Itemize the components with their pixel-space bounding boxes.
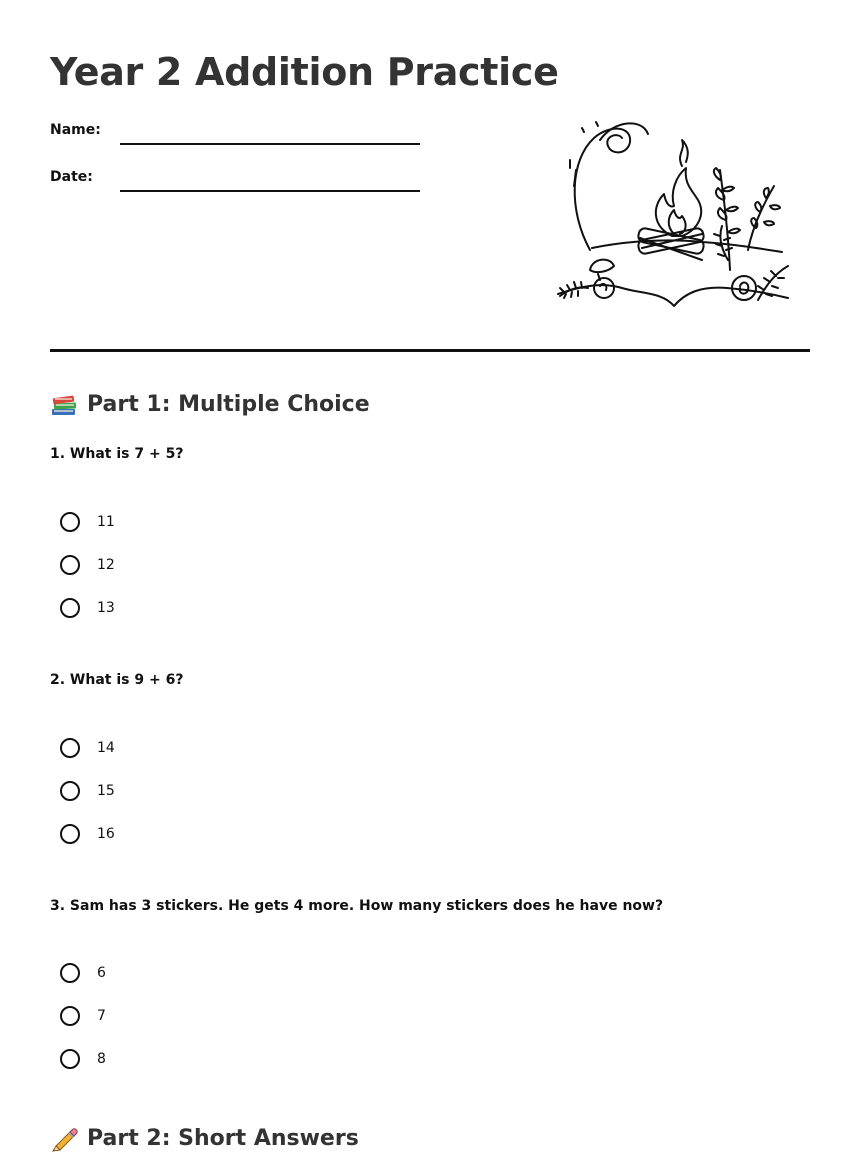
option-label: 15 <box>97 783 115 799</box>
radio-button[interactable] <box>60 781 80 801</box>
option-label: 12 <box>97 557 115 573</box>
q2-option-1[interactable] <box>60 735 115 761</box>
option-label: 16 <box>97 826 115 842</box>
part1-heading <box>50 390 370 418</box>
q2-option-2[interactable] <box>60 778 115 804</box>
radio-button[interactable] <box>60 512 80 532</box>
option-label: 7 <box>97 1008 106 1024</box>
question-1: 1. What is 7 + 5? <box>50 446 184 462</box>
question-2: 2. What is 9 + 6? <box>50 672 184 688</box>
radio-button[interactable] <box>60 824 80 844</box>
q3-option-2[interactable] <box>60 1003 106 1029</box>
radio-button[interactable] <box>60 555 80 575</box>
q1-option-2[interactable] <box>60 552 115 578</box>
question-3: 3. Sam has 3 stickers. He gets 4 more. How many stickers does he have now? <box>50 898 664 914</box>
part2-title: Part 2: Short Answers <box>87 1125 359 1151</box>
option-label: 8 <box>97 1051 106 1067</box>
q1-option-1[interactable] <box>60 509 115 535</box>
name-field[interactable] <box>120 143 420 145</box>
books-icon <box>50 390 78 418</box>
date-field[interactable] <box>120 190 420 192</box>
part1-title: Part 1: Multiple Choice <box>87 391 370 417</box>
option-label: 6 <box>97 965 106 981</box>
radio-button[interactable] <box>60 963 80 983</box>
q3-option-3[interactable] <box>60 1046 106 1072</box>
page-title: Year 2 Addition Practice <box>50 50 559 94</box>
option-label: 13 <box>97 600 115 616</box>
name-label: Name: <box>50 122 101 138</box>
radio-button[interactable] <box>60 738 80 758</box>
q1-option-3[interactable] <box>60 595 115 621</box>
option-label: 11 <box>97 514 115 530</box>
radio-button[interactable] <box>60 598 80 618</box>
date-label: Date: <box>50 169 93 185</box>
radio-button[interactable] <box>60 1049 80 1069</box>
q2-option-3[interactable] <box>60 821 115 847</box>
pencil-icon <box>50 1124 78 1152</box>
q3-option-1[interactable] <box>60 960 106 986</box>
campfire-illustration <box>552 110 792 310</box>
section-divider <box>50 349 810 352</box>
radio-button[interactable] <box>60 1006 80 1026</box>
part2-heading <box>50 1124 359 1152</box>
option-label: 14 <box>97 740 115 756</box>
